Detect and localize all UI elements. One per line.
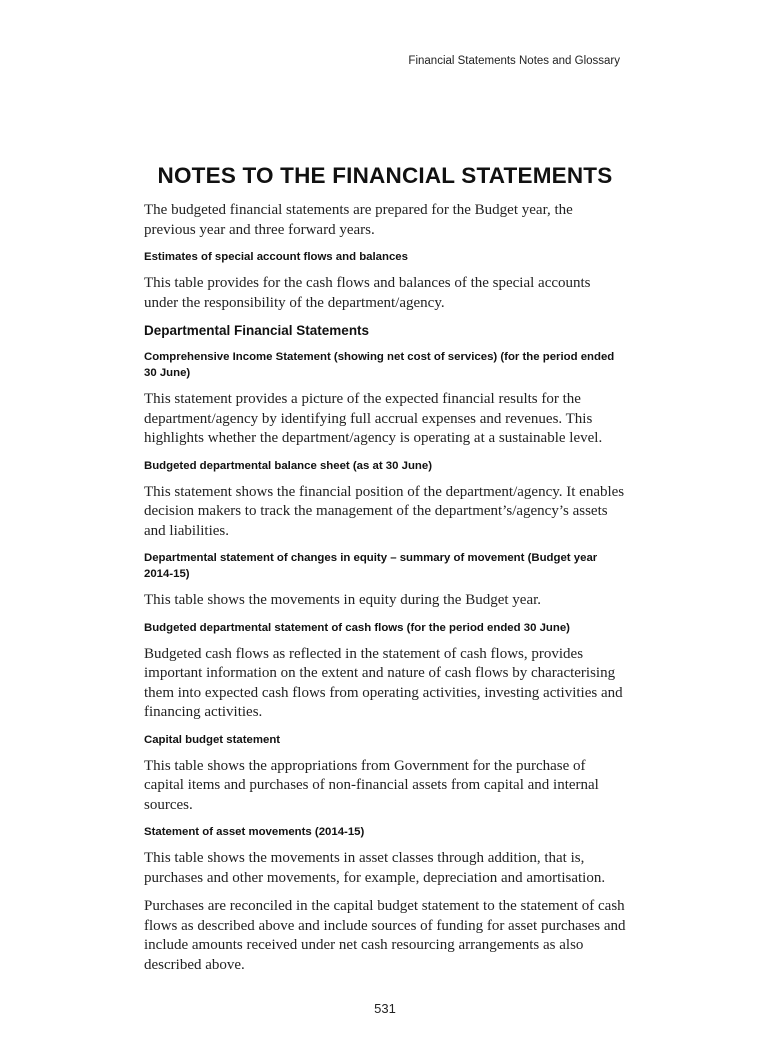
subsection-title: Departmental Financial Statements — [144, 323, 370, 338]
section-paragraph: Budgeted cash flows as reflected in the statement of cash flows, provides important information on the extent and nature of cash flows by characterising them into expected cash flows from operating activities, investing activities and financing activities. — [144, 645, 623, 720]
intro-paragraph: The budgeted financial statements are prepared for the Budget year, the previous year and three forward years. — [144, 202, 573, 238]
running-head: Financial Statements Notes and Glossary — [408, 55, 620, 67]
section-heading: Statement of asset movements (2014-15) — [144, 826, 365, 838]
section-paragraph: This statement shows the financial position of the department/agency. It enables decision makers to track the management of the department’s/agency’s assets and liabilities. — [144, 483, 625, 539]
section-heading: Budgeted departmental statement of cash flows (for the period ended 30 June) — [144, 621, 570, 634]
section-paragraph: Purchases are reconciled in the capital budget statement to the statement of cash flows as described above and include sources of funding for asset purchases and include amounts received under net cash resourcing arrangements as also described above. — [144, 898, 626, 973]
section-paragraph: This table shows the movements in equity during the Budget year. — [144, 592, 542, 608]
section-heading: Capital budget statement — [144, 733, 281, 746]
section-heading: Budgeted departmental balance sheet (as at 30 June) — [144, 459, 433, 472]
page-title: NOTES TO THE FINANCIAL STATEMENTS — [157, 163, 613, 188]
section-paragraph: This table shows the appropriations from Government for the purchase of capital items and purchases of non-financial assets from capital and internal sources. — [144, 757, 599, 813]
document-body — [144, 0, 626, 1056]
section-paragraph: This table provides for the cash flows and balances of the special accounts under the responsibility of the department/agency. — [144, 275, 591, 311]
section-paragraph: This statement provides a picture of the expected financial results for the department/agency by identifying full accrual expenses and revenues. This highlights whether the department/agency is operating at a sustainable level. — [144, 391, 603, 446]
page-number: 531 — [374, 1001, 396, 1016]
section-heading: Departmental statement of changes in equity – summary of movement (Budget year 2014-15) — [144, 552, 598, 580]
section-paragraph: This table shows the movements in asset classes through addition, that is, purchases and other movements, for example, depreciation and amortisation. — [144, 850, 606, 886]
section-heading: Comprehensive Income Statement (showing net cost of services) (for the period ended 30 June) — [144, 351, 615, 379]
section-heading: Estimates of special account flows and balances — [144, 251, 408, 263]
